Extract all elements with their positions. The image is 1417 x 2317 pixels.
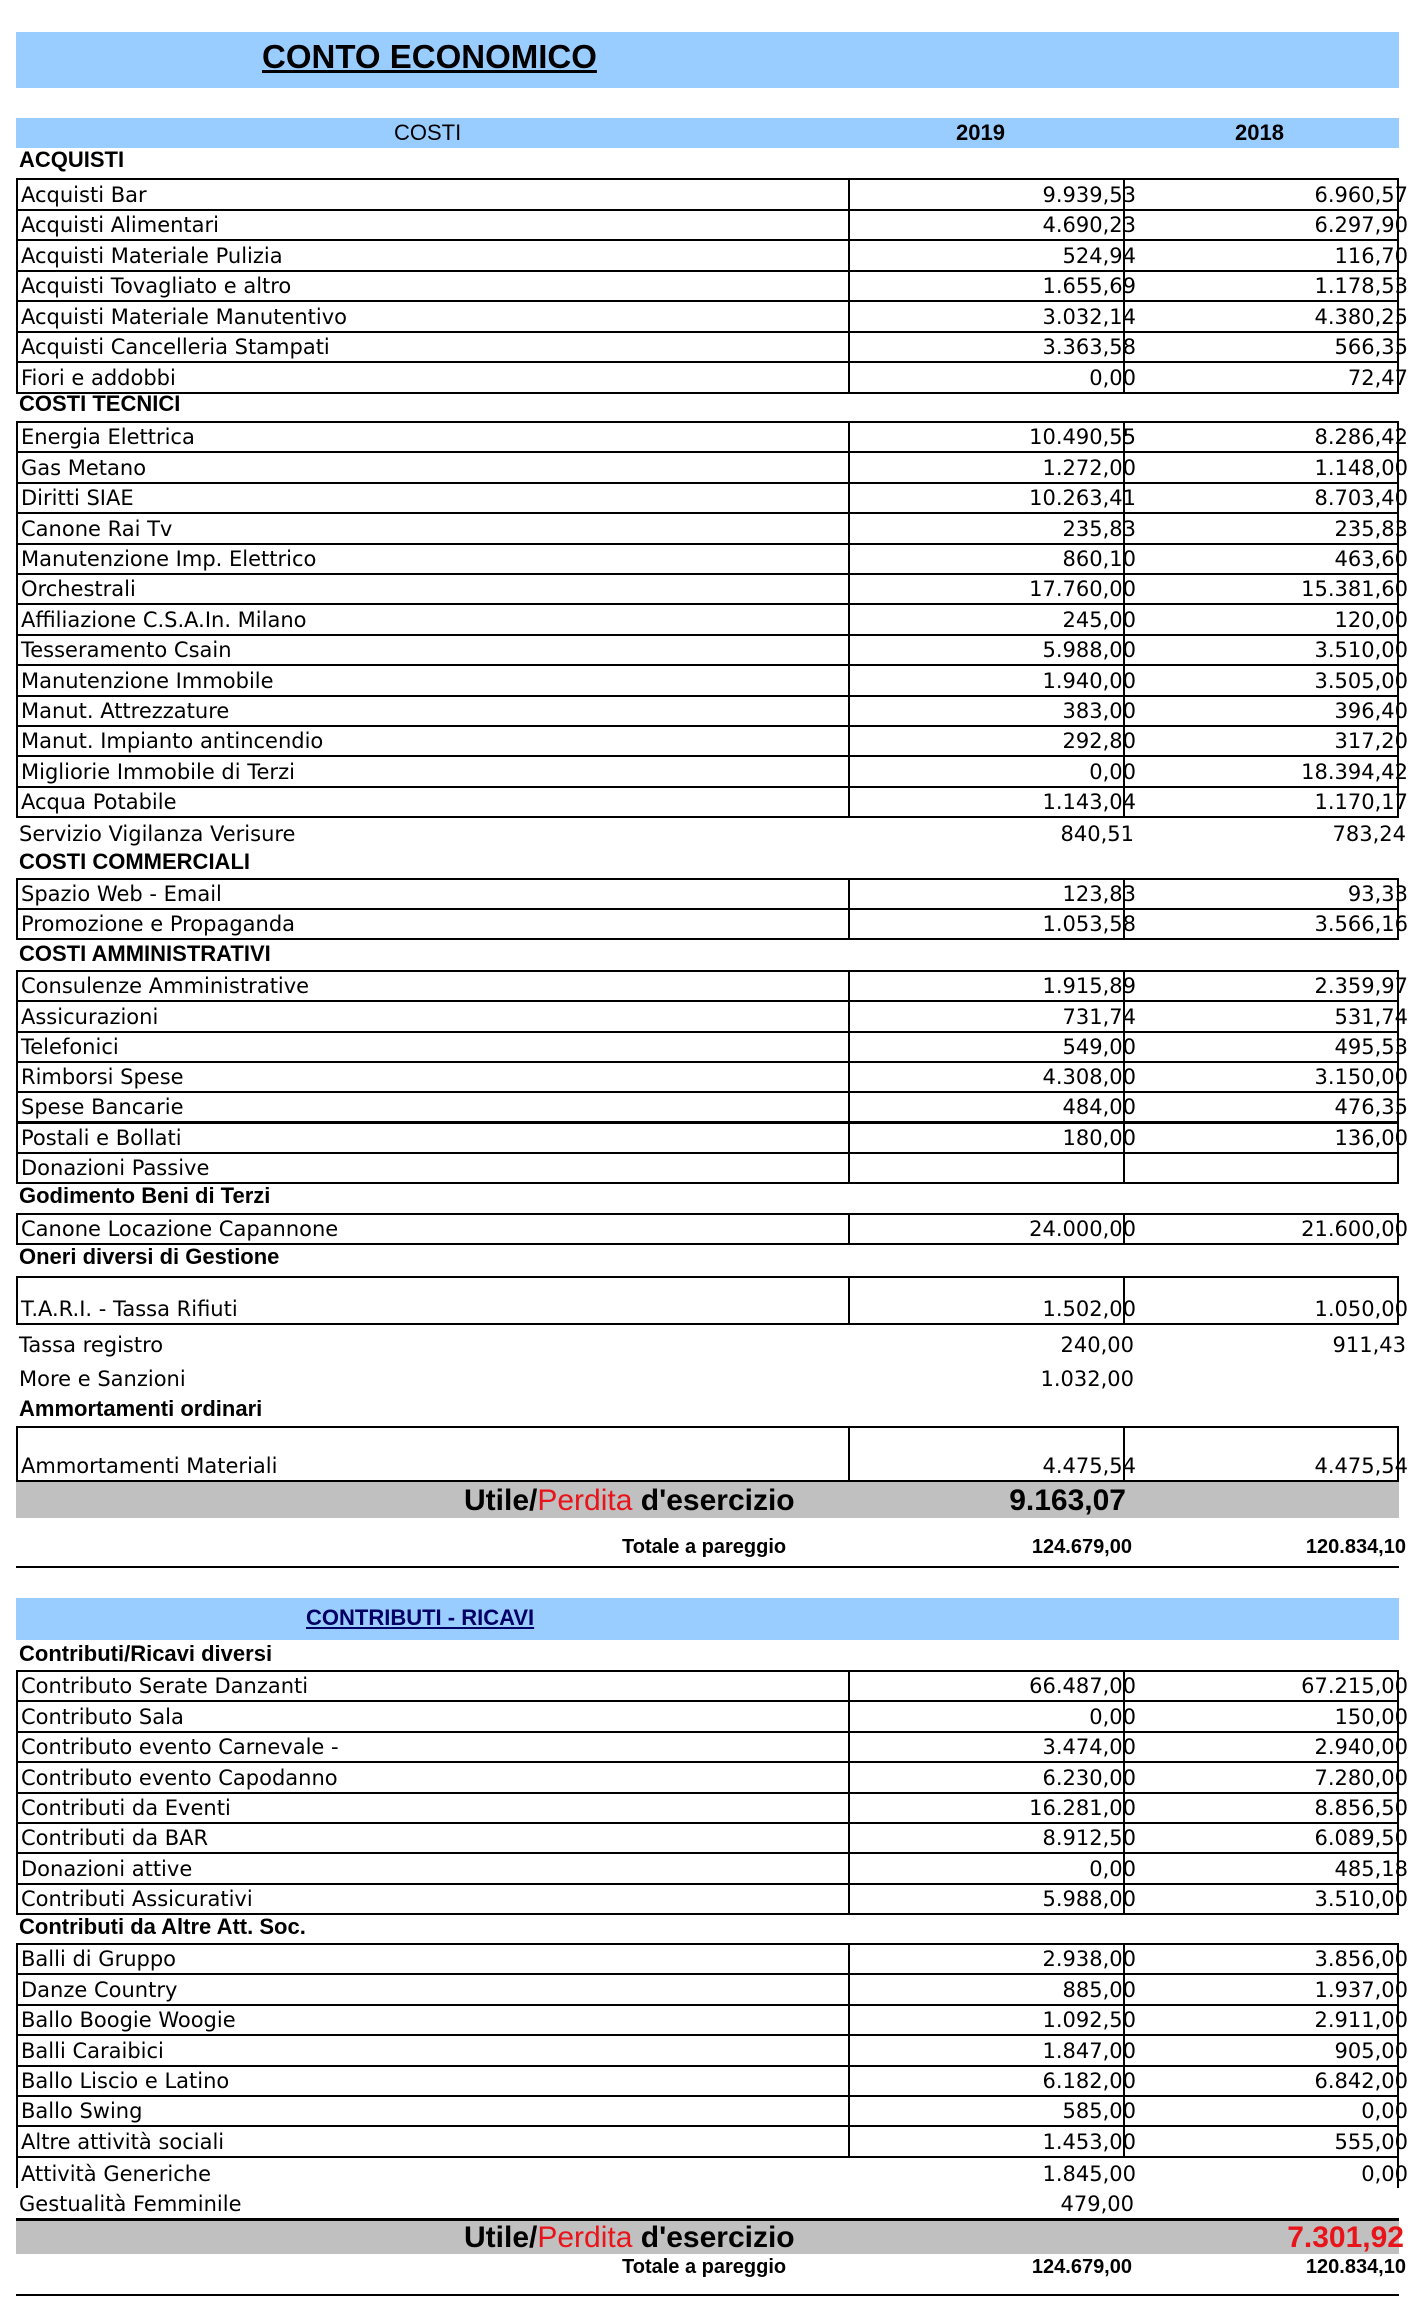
value-2018: 3.510,00 xyxy=(1314,638,1408,663)
row-label: T.A.R.I. - Tassa Rifiuti xyxy=(21,1297,238,1321)
value-2018: 8.286,42 xyxy=(1314,425,1408,450)
row-label: Consulenze Amministrative xyxy=(21,974,310,999)
value-2019: 524,94 xyxy=(1062,243,1136,268)
value-2018: 235,83 xyxy=(1334,516,1408,541)
value-2019: 549,00 xyxy=(1062,1034,1136,1059)
value-2019: 17.760,00 xyxy=(1029,577,1136,602)
value-2019: 1.915,89 xyxy=(1042,974,1136,999)
value-2018: 476,35 xyxy=(1334,1095,1408,1120)
row-label: Fiori e addobbi xyxy=(21,365,176,390)
table-row xyxy=(16,1670,1408,1702)
row-label: Contributi da Eventi xyxy=(21,1795,231,1820)
table-row xyxy=(16,1061,1408,1093)
row-tari xyxy=(16,1276,1408,1325)
result-value: 9.163,07 xyxy=(1009,1484,1126,1517)
totale-pareggio-ricavi xyxy=(16,2254,1406,2296)
value-2019: 0,00 xyxy=(1089,1856,1136,1881)
value-2018: 531,74 xyxy=(1334,1004,1408,1029)
table-row xyxy=(16,421,1408,453)
row-label: Spazio Web - Email xyxy=(21,882,222,906)
row-label: Contributo evento Capodanno xyxy=(21,1765,338,1790)
table-row xyxy=(16,878,1408,910)
section-contributi-diversi: Contributi/Ricavi diversi xyxy=(19,1641,273,1666)
ricavi-title: CONTRIBUTI - RICAVI xyxy=(306,1605,535,1630)
row-label: Acquisti Materiale Manutentivo xyxy=(21,304,348,329)
row-label: Contributo Sala xyxy=(21,1704,184,1729)
value-2019: 8.912,50 xyxy=(1042,1826,1136,1851)
table-row xyxy=(16,178,1408,211)
value-2018: 116,70 xyxy=(1334,243,1408,268)
value-2018: 566,35 xyxy=(1334,335,1408,359)
value-2019: 180,00 xyxy=(1062,1125,1136,1150)
value-2018: 2.359,97 xyxy=(1314,974,1408,999)
year-2019-header: 2019 xyxy=(956,120,1005,145)
row-label: Servizio Vigilanza Verisure xyxy=(19,822,296,846)
value-2019: 5.988,00 xyxy=(1042,638,1136,663)
value-2019: 235,83 xyxy=(1062,516,1136,541)
row-label: Ballo Boogie Woogie xyxy=(21,2008,236,2033)
row-label: Energia Elettrica xyxy=(21,425,195,450)
result-label: Utile/Perdita d'esercizio xyxy=(464,2221,795,2254)
table-row xyxy=(16,1122,1408,1154)
row-label: Manut. Impianto antincendio xyxy=(21,729,324,754)
value-2018: 3.510,00 xyxy=(1314,1887,1408,1912)
row-label: Gestualità Femminile xyxy=(19,2192,242,2216)
value-2019: 383,00 xyxy=(1062,698,1136,723)
column-header-band xyxy=(16,118,1399,148)
value-2018: 136,00 xyxy=(1334,1125,1408,1150)
table-row xyxy=(16,970,1408,1002)
table-row xyxy=(16,1973,1408,2005)
row-attivita-generiche xyxy=(16,2156,1408,2188)
value-2018: 8.703,40 xyxy=(1314,486,1408,511)
value-2018: 8.856,50 xyxy=(1314,1795,1408,1820)
ricavi-header-band xyxy=(16,1598,1399,1640)
value-2018: 0,00 xyxy=(1361,2162,1408,2186)
row-label: Balli Caraibici xyxy=(21,2038,164,2063)
totale-2019: 124.679,00 xyxy=(1031,2256,1132,2278)
value-2019: 0,00 xyxy=(1089,365,1136,390)
table-row xyxy=(16,361,1408,394)
value-2018: 150,00 xyxy=(1334,1704,1408,1729)
table-row xyxy=(16,1031,1408,1063)
value-2018: 0,00 xyxy=(1361,2099,1408,2124)
value-2019: 0,00 xyxy=(1089,1704,1136,1729)
totale-pareggio-costi xyxy=(16,1530,1406,1568)
value-2018: 3.566,16 xyxy=(1314,912,1408,936)
value-2019: 1.655,69 xyxy=(1042,274,1136,298)
result-bar-costi xyxy=(16,1482,1399,1518)
value-2019: 1.845,00 xyxy=(1042,2162,1136,2186)
value-2019: 885,00 xyxy=(1062,1977,1136,2002)
row-label: Acquisti Cancelleria Stampati xyxy=(21,335,330,359)
table-row xyxy=(16,331,1408,364)
row-label: Acqua Potabile xyxy=(21,790,177,815)
section-costi-tecnici: COSTI TECNICI xyxy=(19,391,181,416)
value-2018: 21.600,00 xyxy=(1301,1217,1408,1241)
value-2018: 6.089,50 xyxy=(1314,1826,1408,1851)
row-label: Contributo Serate Danzanti xyxy=(21,1674,309,1699)
result-bar-ricavi xyxy=(16,2218,1404,2254)
value-2018: 120,00 xyxy=(1334,607,1408,632)
value-2018: 4.380,25 xyxy=(1314,304,1408,329)
title-band xyxy=(16,32,1399,88)
year-2018-header: 2018 xyxy=(1235,120,1284,145)
table-row xyxy=(16,1883,1408,1915)
value-2019: 1.453,00 xyxy=(1042,2129,1136,2154)
value-2019: 860,10 xyxy=(1062,546,1136,571)
value-2019: 1.053,58 xyxy=(1042,912,1136,936)
value-2019: 292,80 xyxy=(1062,729,1136,754)
row-label: Acquisti Materiale Pulizia xyxy=(21,243,283,268)
value-2019: 3.363,58 xyxy=(1042,335,1136,359)
table-row xyxy=(16,1213,1408,1245)
row-label: Assicurazioni xyxy=(21,1004,159,1029)
value-2018: 1.178,53 xyxy=(1314,274,1408,298)
result-value: 7.301,92 xyxy=(1287,2221,1404,2254)
totale-label: Totale a pareggio xyxy=(622,2256,787,2278)
table-row xyxy=(16,1000,1408,1032)
value-2018: 72,47 xyxy=(1347,365,1408,390)
totale-2019: 124.679,00 xyxy=(1031,1536,1132,1558)
section-costi-amministrativi: COSTI AMMINISTRATIVI xyxy=(19,941,271,966)
table-row xyxy=(16,2004,1408,2036)
section-costi-commerciali: COSTI COMMERCIALI xyxy=(19,849,250,874)
table-row xyxy=(16,1852,1408,1884)
row-label: Contributi da BAR xyxy=(21,1826,209,1851)
value-2018: 7.280,00 xyxy=(1314,1765,1408,1790)
row-label: Affiliazione C.S.A.In. Milano xyxy=(21,607,307,632)
value-2018: 905,00 xyxy=(1334,2038,1408,2063)
row-label: Ballo Liscio e Latino xyxy=(21,2068,230,2093)
value-2019: 1.502,00 xyxy=(1042,1297,1136,1321)
value-2019: 2.938,00 xyxy=(1042,1947,1136,1972)
row-label: Spese Bancarie xyxy=(21,1095,184,1120)
table-row xyxy=(16,1091,1408,1123)
value-2018: 6.297,90 xyxy=(1314,213,1408,237)
table-row xyxy=(16,300,1408,333)
row-label: Danze Country xyxy=(21,1977,178,2002)
value-2018: 6.842,00 xyxy=(1314,2068,1408,2093)
page-title: CONTO ECONOMICO xyxy=(262,38,597,75)
row-label: Contributo evento Carnevale - xyxy=(21,1735,339,1760)
table-row xyxy=(16,634,1408,666)
value-2018: 1.170,17 xyxy=(1314,790,1408,815)
table-row xyxy=(16,2034,1408,2066)
row-label: Balli di Gruppo xyxy=(21,1947,177,1972)
row-label: Acquisti Bar xyxy=(21,182,147,207)
value-2019: 16.281,00 xyxy=(1029,1795,1136,1820)
value-2019: 1.272,00 xyxy=(1042,455,1136,480)
value-2019: 24.000,00 xyxy=(1029,1217,1136,1241)
table-row xyxy=(16,1700,1408,1732)
row-label: Ammortamenti Materiali xyxy=(21,1454,278,1478)
value-2019: 1.940,00 xyxy=(1042,668,1136,693)
row-label: Canone Rai Tv xyxy=(21,516,173,541)
value-2019: 3.032,14 xyxy=(1042,304,1136,329)
section-ammortamenti: Ammortamenti ordinari xyxy=(19,1396,263,1421)
value-2018: 67.215,00 xyxy=(1301,1674,1408,1699)
row-label: Donazioni attive xyxy=(21,1856,193,1881)
value-2019: 9.939,53 xyxy=(1042,182,1136,207)
row-label: Telefonici xyxy=(21,1034,119,1059)
table-row xyxy=(16,573,1408,605)
table-row xyxy=(16,695,1408,727)
row-tassa-registro xyxy=(16,1325,1406,1359)
row-label: Rimborsi Spese xyxy=(21,1065,184,1090)
table-row xyxy=(16,908,1408,940)
row-label: Altre attività sociali xyxy=(21,2129,225,2154)
value-2018: 495,53 xyxy=(1334,1034,1408,1059)
value-2019: 4.475,54 xyxy=(1042,1454,1136,1478)
table-row xyxy=(16,209,1408,242)
value-2019: 4.690,23 xyxy=(1042,213,1136,237)
row-label: Postali e Bollati xyxy=(21,1125,182,1150)
row-vigilanza xyxy=(16,816,1406,848)
value-2018: 1.050,00 xyxy=(1314,1297,1408,1321)
row-label: Tassa registro xyxy=(19,1333,164,1357)
value-2018: 555,00 xyxy=(1334,2129,1408,2154)
value-2018: 93,33 xyxy=(1347,882,1408,906)
value-2019: 6.230,00 xyxy=(1042,1765,1136,1790)
totale-2018: 120.834,10 xyxy=(1305,1536,1406,1558)
row-label: Manut. Attrezzature xyxy=(21,698,230,723)
value-2018: 18.394,42 xyxy=(1301,759,1408,784)
value-2018: 485,18 xyxy=(1334,1856,1408,1881)
row-label: Diritti SIAE xyxy=(21,486,134,511)
table-row xyxy=(16,239,1408,272)
value-2019: 240,00 xyxy=(1060,1333,1134,1357)
value-2018: 317,20 xyxy=(1334,729,1408,754)
value-2018: 783,24 xyxy=(1332,822,1406,846)
value-2019: 1.032,00 xyxy=(1040,1367,1134,1391)
value-2018: 1.148,00 xyxy=(1314,455,1408,480)
table-row xyxy=(16,664,1408,696)
value-2018: 396,40 xyxy=(1334,698,1408,723)
table-row xyxy=(16,603,1408,635)
table-row xyxy=(16,1792,1408,1824)
row-label: Gas Metano xyxy=(21,455,147,480)
row-more-sanzioni xyxy=(16,1359,1399,1393)
value-2018: 2.940,00 xyxy=(1314,1735,1408,1760)
table-row xyxy=(16,512,1408,544)
row-label: More e Sanzioni xyxy=(19,1367,186,1391)
value-2019: 10.490,55 xyxy=(1029,425,1136,450)
section-oneri: Oneri diversi di Gestione xyxy=(19,1244,280,1269)
row-gestualita-femminile xyxy=(16,2188,1399,2218)
value-2019: 1.092,50 xyxy=(1042,2008,1136,2033)
value-2019: 10.263,41 xyxy=(1029,486,1136,511)
row-label: Acquisti Alimentari xyxy=(21,213,219,237)
costi-header: COSTI xyxy=(394,120,462,145)
row-label: Contributi Assicurativi xyxy=(21,1887,253,1912)
section-godimento: Godimento Beni di Terzi xyxy=(19,1183,271,1208)
value-2019: 1.847,00 xyxy=(1042,2038,1136,2063)
value-2019: 5.988,00 xyxy=(1042,1887,1136,1912)
row-label: Migliorie Immobile di Terzi xyxy=(21,759,295,784)
value-2019: 585,00 xyxy=(1062,2099,1136,2124)
table-row xyxy=(16,1731,1408,1763)
value-2018: 3.505,00 xyxy=(1314,668,1408,693)
row-label: Manutenzione Immobile xyxy=(21,668,274,693)
row-label: Manutenzione Imp. Elettrico xyxy=(21,546,317,571)
value-2018: 3.856,00 xyxy=(1314,1947,1408,1972)
value-2019: 6.182,00 xyxy=(1042,2068,1136,2093)
value-2019: 0,00 xyxy=(1089,759,1136,784)
value-2019: 479,00 xyxy=(1060,2192,1134,2216)
value-2018: 1.937,00 xyxy=(1314,1977,1408,2002)
row-label: Attività Generiche xyxy=(21,2162,212,2186)
value-2018: 6.960,57 xyxy=(1314,182,1408,207)
value-2019: 3.474,00 xyxy=(1042,1735,1136,1760)
table-row xyxy=(16,2065,1408,2097)
table-row xyxy=(16,755,1408,787)
value-2018: 3.150,00 xyxy=(1314,1065,1408,1090)
totale-label: Totale a pareggio xyxy=(622,1536,787,1558)
table-row xyxy=(16,2095,1408,2127)
value-2018: 15.381,60 xyxy=(1301,577,1408,602)
value-2019: 484,00 xyxy=(1062,1095,1136,1120)
table-row xyxy=(16,270,1408,303)
table-row xyxy=(16,1822,1408,1854)
section-acquisti: ACQUISTI xyxy=(19,147,125,172)
table-row xyxy=(16,1943,1408,1975)
value-2019: 123,83 xyxy=(1062,882,1136,906)
value-2019: 66.487,00 xyxy=(1029,1674,1136,1699)
table-row xyxy=(16,1761,1408,1793)
table-row xyxy=(16,725,1408,757)
table-row xyxy=(16,543,1408,575)
result-label: Utile/Perdita d'esercizio xyxy=(464,1484,795,1517)
table-row xyxy=(16,451,1408,483)
section-altre-att: Contributi da Altre Att. Soc. xyxy=(19,1914,306,1939)
totale-2018: 120.834,10 xyxy=(1305,2256,1406,2278)
table-row xyxy=(16,2125,1408,2157)
row-label: Canone Locazione Capannone xyxy=(21,1217,339,1241)
row-label: Tesseramento Csain xyxy=(21,638,232,663)
table-row xyxy=(16,1152,1399,1184)
value-2018: 463,60 xyxy=(1334,546,1408,571)
value-2019: 840,51 xyxy=(1060,822,1134,846)
value-2018: 4.475,54 xyxy=(1314,1454,1408,1478)
value-2018: 2.911,00 xyxy=(1314,2008,1408,2033)
value-2019: 1.143,04 xyxy=(1042,790,1136,815)
row-label: Acquisti Tovagliato e altro xyxy=(21,274,292,298)
value-2019: 4.308,00 xyxy=(1042,1065,1136,1090)
row-ammortamenti xyxy=(16,1426,1408,1482)
value-2018: 911,43 xyxy=(1332,1333,1406,1357)
value-2019: 731,74 xyxy=(1062,1004,1136,1029)
row-label: Promozione e Propaganda xyxy=(21,912,296,936)
table-row xyxy=(16,786,1408,818)
value-2019: 245,00 xyxy=(1062,607,1136,632)
row-label: Orchestrali xyxy=(21,577,136,602)
row-label: Donazioni Passive xyxy=(21,1156,210,1181)
row-label: Ballo Swing xyxy=(21,2099,143,2124)
table-row xyxy=(16,482,1408,514)
